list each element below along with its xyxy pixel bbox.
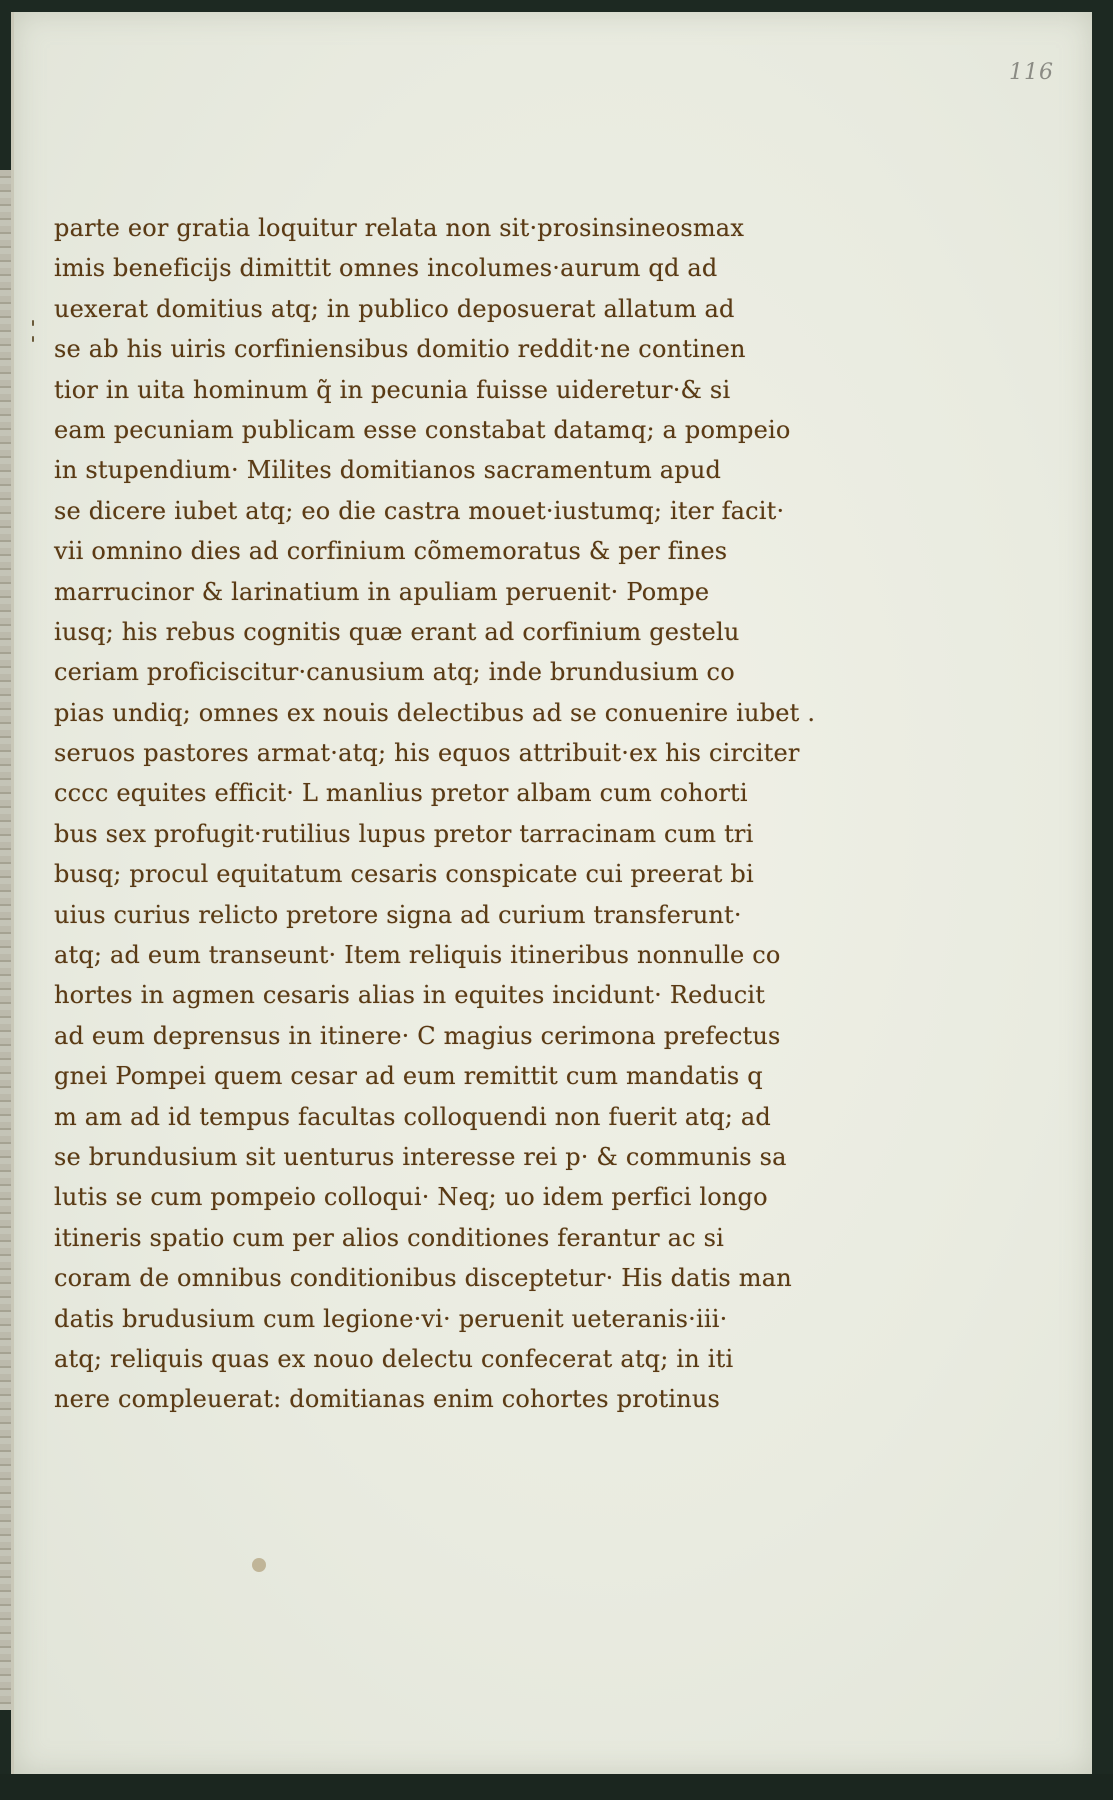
margin-mark	[32, 320, 34, 326]
viewer-bottom-edge	[0, 1774, 1113, 1800]
library-stamp	[252, 1558, 266, 1572]
manuscript-line: m am ad id tempus facultas colloquendi non fuerit atq; ad	[54, 1102, 771, 1131]
manuscript-line: ceriam proficiscitur·canusium atq; inde brundusium co	[54, 658, 735, 687]
manuscript-line: marrucinor & larinatium in apuliam peruenit· Pompe	[54, 577, 710, 606]
manuscript-line: gnei Pompei quem cesar ad eum remittit cum mandatis q	[54, 1062, 763, 1091]
manuscript-line: ad eum deprensus in itinere· C magius cerimona prefectus	[54, 1021, 781, 1050]
manuscript-line: se dicere iubet atq; eo die castra mouet·iustumq; iter facit·	[54, 496, 785, 525]
manuscript-text-block	[54, 208, 844, 1420]
manuscript-line: se brundusium sit uenturus interesse rei p· & communis sa	[54, 1142, 787, 1171]
manuscript-line: vii omnino dies ad corfinium cõmemoratus & per fines	[54, 537, 728, 566]
manuscript-line: uius curius relicto pretore signa ad curium transferunt·	[54, 900, 742, 929]
manuscript-line: imis beneficijs dimittit omnes incolumes·aurum qd ad	[54, 254, 718, 283]
manuscript-line: busq; procul equitatum cesaris conspicate cui preerat bi	[54, 860, 754, 889]
manuscript-line: coram de omnibus conditionibus disceptetur· His datis man	[54, 1264, 792, 1293]
manuscript-line: iusq; his rebus cognitis quæ erant ad corfinium gestelu	[54, 617, 740, 646]
folio-number: 116	[1009, 60, 1054, 85]
margin-marks	[18, 192, 58, 1192]
manuscript-line: cccc equites efficit· L manlius pretor albam cum cohorti	[54, 779, 748, 808]
manuscript-line: nere compleuerat: domitianas enim cohortes protinus	[54, 1385, 721, 1414]
manuscript-line: se ab his uiris corfiniensibus domitio reddit·ne continen	[54, 335, 746, 364]
manuscript-line: atq; reliquis quas ex nouo delectu confecerat atq; in iti	[54, 1344, 734, 1373]
manuscript-line: eam pecuniam publicam esse constabat datamq; a pompeio	[54, 415, 791, 444]
manuscript-line: itineris spatio cum per alios conditiones ferantur ac si	[54, 1223, 725, 1252]
manuscript-line: pias undiq; omnes ex nouis delectibus ad se conuenire iubet .	[54, 698, 816, 727]
manuscript-line: hortes in agmen cesaris alias in equites incidunt· Reducit	[54, 981, 766, 1010]
manuscript-line: lutis se cum pompeio colloqui· Neq; uo idem perfici longo	[54, 1183, 768, 1212]
manuscript-line: tior in uita hominum q̃ in pecunia fuisse uideretur·& si	[54, 375, 731, 404]
manuscript-line: uexerat domitius atq; in publico deposuerat allatum ad	[54, 294, 735, 323]
manuscript-line: bus sex profugit·rutilius lupus pretor tarracinam cum tri	[54, 819, 754, 848]
manuscript-line: datis brudusium cum legione·vi· peruenit ueteranis·iii·	[54, 1304, 728, 1333]
manuscript-line: parte eor gratia loquitur relata non sit·prosinsineosmax	[54, 214, 745, 242]
manuscript-line: seruos pastores armat·atq; his equos attribuit·ex his circiter	[54, 739, 800, 768]
manuscript-page	[11, 12, 1092, 1774]
margin-mark	[32, 336, 34, 342]
manuscript-line: atq; ad eum transeunt· Item reliquis itineribus nonnulle co	[54, 941, 781, 970]
manuscript-line: in stupendium· Milites domitianos sacramentum apud	[54, 456, 722, 485]
